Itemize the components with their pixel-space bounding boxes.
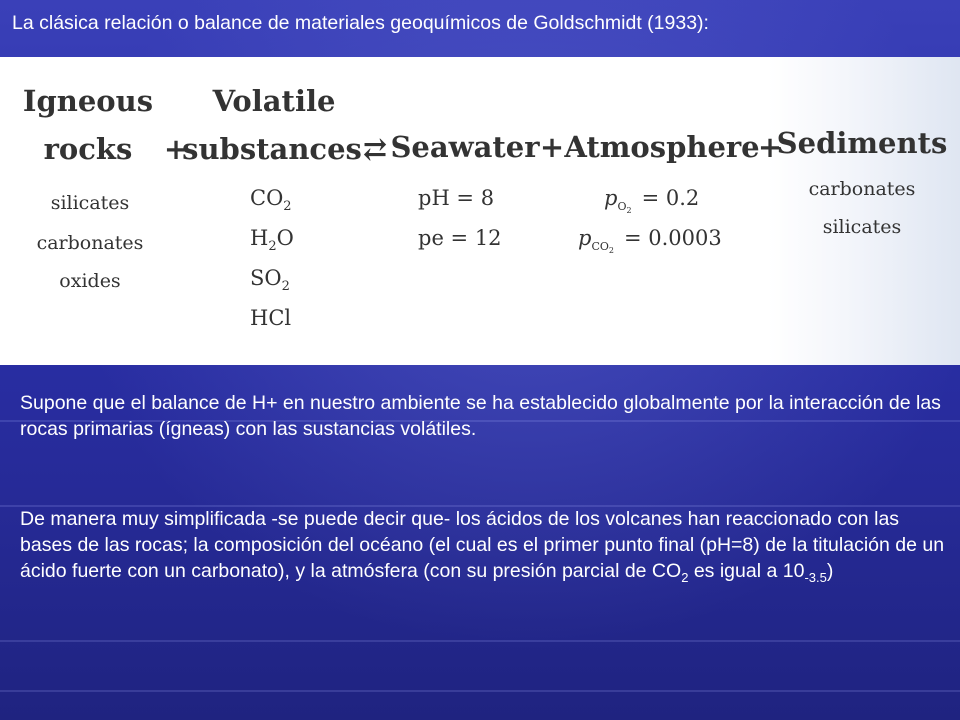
volatile-item-h2o: $H_2O$ [250,226,294,254]
paragraph-simplified-text: De manera muy simplificada -se puede decir que- los ácidos de los volcanes han reaccionado con las bases de las rocas; la composición del océano (el cual es el primer punto final (pH=8) de la titulación de un ácido fuerte con un carbonato), y la atmósfera (con su presión parcial de CO [20,508,945,582]
sediments-heading: Sediments [776,126,948,160]
paragraph-simplified-end: ) [826,560,834,582]
atmosphere-item-po2: $p_O2= 0.2$ [604,186,700,215]
igneous-heading: Igneous [22,84,154,118]
plus-sign: + [757,130,783,164]
volatile-item-so2: $SO_2$ [250,266,290,294]
paragraph-h-balance: Supone que el balance de H+ en nuestro ambiente se ha establecido globalmente por la interacción de las rocas primarias (ígneas) con las sustancias volátiles. [20,392,941,440]
substances-heading: substances [182,132,362,166]
slide-title: La clásica relación o balance de materiales geoquímicos de Goldschmidt (1933): [12,12,709,34]
seawater-item: pH = 8 [418,186,495,210]
atmosphere-item-pco2: $p_{CO}2= 0.0003$ [578,226,722,255]
igneous-item: silicates [50,192,130,214]
background-wave [0,640,960,642]
sediments-item: silicates [822,216,902,238]
rocks-heading: rocks [43,132,133,166]
sediments-item: carbonates [808,178,916,200]
igneous-item: oxides [59,270,121,292]
atmosphere-heading: Atmosphere [564,130,760,164]
plus-sign: + [539,130,565,164]
background-wave [0,690,960,692]
volatile-item-co2: $CO_2$ [250,186,292,214]
equation-svg [0,57,960,365]
seawater-heading: Seawater [390,130,540,164]
co2-subscript: 2 [681,569,689,585]
paragraph-simplified-mid: es igual a 10 [688,560,805,582]
exponent-value: -3.5 [804,569,827,585]
seawater-item: pe = 12 [418,226,502,250]
volatile-heading: Volatile [212,84,336,118]
equilibrium-arrow: ⇄ [362,132,388,166]
igneous-item: carbonates [36,232,144,254]
paragraph-simplified [20,506,945,591]
plus-sign: + [163,132,189,166]
volatile-item-hcl: HCl [250,306,292,330]
goldschmidt-equation-figure [0,57,960,365]
